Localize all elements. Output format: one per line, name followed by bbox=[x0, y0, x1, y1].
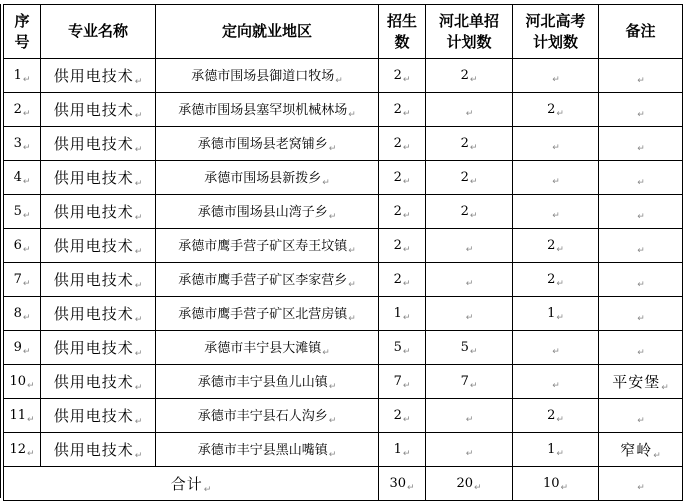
paragraph-mark-icon: ↵ bbox=[637, 211, 645, 222]
paragraph-mark-icon: ↵ bbox=[134, 314, 143, 325]
paragraph-mark-icon: ↵ bbox=[134, 76, 143, 87]
enroll-cell: $2_↵$ bbox=[379, 195, 426, 229]
paragraph-mark-icon: ↵ bbox=[134, 178, 143, 189]
paragraph-mark-icon: ↵ bbox=[22, 346, 31, 357]
header-index: 序 号 bbox=[4, 5, 41, 59]
remark-cell bbox=[599, 399, 683, 433]
paragraph-mark-icon: ↵ bbox=[469, 142, 478, 153]
hebei-gaokao-cell bbox=[513, 161, 599, 195]
paragraph-mark-icon: ↵ bbox=[348, 110, 356, 120]
major-cell: 供用电技术$_↵$ bbox=[41, 263, 156, 297]
region-cell: 承德市鹰手营子矿区李家营乡$_↵$ bbox=[156, 263, 379, 297]
paragraph-mark-icon: ↵ bbox=[465, 244, 474, 255]
index-cell: $12_↵$ bbox=[4, 433, 41, 467]
paragraph-mark-icon: ↵ bbox=[653, 450, 661, 461]
region-cell: 承德市围场县御道口牧场$_↵$ bbox=[156, 59, 379, 93]
paragraph-mark-icon: ↵ bbox=[402, 74, 411, 85]
paragraph-mark-icon: ↵ bbox=[328, 450, 337, 460]
paragraph-mark-icon: ↵ bbox=[134, 110, 143, 121]
header-enroll: 招生 数 bbox=[379, 5, 426, 59]
hebei-single-cell: $5_↵$ bbox=[426, 331, 513, 365]
remark-cell bbox=[599, 297, 683, 331]
major-cell: 供用电技术$_↵$ bbox=[41, 365, 156, 399]
paragraph-mark-icon: ↵ bbox=[134, 348, 143, 359]
hebei-single-cell: $2_↵$ bbox=[426, 59, 513, 93]
paragraph-mark-icon: ↵ bbox=[552, 210, 560, 221]
hebei-gaokao-cell: $1_↵$ bbox=[513, 433, 599, 467]
table-row bbox=[4, 331, 683, 365]
table-row bbox=[4, 263, 683, 297]
paragraph-mark-icon: ↵ bbox=[402, 448, 411, 459]
paragraph-mark-icon: ↵ bbox=[402, 210, 411, 221]
paragraph-mark-icon: ↵ bbox=[328, 212, 337, 222]
enroll-cell: $2_↵$ bbox=[379, 161, 426, 195]
header-major: 专业名称 bbox=[41, 5, 156, 59]
major-cell: 供用电技术$_↵$ bbox=[41, 331, 156, 365]
paragraph-mark-icon: ↵ bbox=[637, 177, 645, 188]
index-cell: $3_↵$ bbox=[4, 127, 41, 161]
enroll-cell: $2_↵$ bbox=[379, 59, 426, 93]
paragraph-mark-icon: ↵ bbox=[469, 176, 478, 187]
paragraph-mark-icon: ↵ bbox=[22, 176, 31, 187]
remark-cell: 窄岭$_↵$ bbox=[599, 433, 683, 467]
enroll-cell: $5_↵$ bbox=[379, 331, 426, 365]
total-remark-cell: ↵ bbox=[599, 467, 683, 501]
hebei-single-cell bbox=[426, 263, 513, 297]
paragraph-mark-icon: ↵ bbox=[328, 382, 337, 392]
hebei-gaokao-cell bbox=[513, 59, 599, 93]
hebei-gaokao-cell: $2_↵$ bbox=[513, 399, 599, 433]
paragraph-mark-icon: ↵ bbox=[335, 76, 343, 86]
paragraph-mark-icon: ↵ bbox=[556, 278, 564, 289]
index-cell: $10_↵$ bbox=[4, 365, 41, 399]
paragraph-mark-icon: ↵ bbox=[556, 414, 564, 425]
hebei-single-cell bbox=[426, 399, 513, 433]
paragraph-mark-icon: ↵ bbox=[22, 210, 31, 221]
left-border-line bbox=[0, 4, 1, 498]
paragraph-mark-icon: ↵ bbox=[402, 176, 411, 187]
index-cell: $11_↵$ bbox=[4, 399, 41, 433]
paragraph-mark-icon: ↵ bbox=[328, 144, 337, 154]
remark-cell bbox=[599, 161, 683, 195]
index-cell: $2_↵$ bbox=[4, 93, 41, 127]
paragraph-mark-icon: ↵ bbox=[402, 108, 411, 119]
total-label-cell: 合计$_↵$ bbox=[4, 467, 379, 501]
table-row bbox=[4, 195, 683, 229]
header-region: 定向就业地区 bbox=[156, 5, 379, 59]
paragraph-mark-icon: ↵ bbox=[22, 108, 31, 119]
paragraph-mark-icon: ↵ bbox=[22, 142, 31, 153]
remark-cell bbox=[599, 127, 683, 161]
hebei-single-cell bbox=[426, 297, 513, 331]
header-hebei-gaokao: 河北高考 计划数 bbox=[513, 5, 599, 59]
hebei-single-cell bbox=[426, 433, 513, 467]
hebei-gaokao-cell: $2_↵$ bbox=[513, 263, 599, 297]
hebei-single-cell bbox=[426, 229, 513, 263]
paragraph-mark-icon: ↵ bbox=[469, 74, 478, 85]
paragraph-mark-icon: ↵ bbox=[402, 414, 411, 425]
major-cell: 供用电技术$_↵$ bbox=[41, 161, 156, 195]
enroll-cell: $2_↵$ bbox=[379, 399, 426, 433]
paragraph-mark-icon: ↵ bbox=[556, 108, 564, 119]
major-cell: 供用电技术$_↵$ bbox=[41, 297, 156, 331]
major-cell: 供用电技术$_↵$ bbox=[41, 127, 156, 161]
paragraph-mark-icon: ↵ bbox=[465, 108, 474, 119]
paragraph-mark-icon: ↵ bbox=[637, 313, 645, 324]
remark-cell: 平安堡$_↵$ bbox=[599, 365, 683, 399]
index-cell: $5_↵$ bbox=[4, 195, 41, 229]
paragraph-mark-icon: ↵ bbox=[134, 450, 143, 461]
total-enroll-cell: $30_↵$ bbox=[379, 467, 426, 501]
hebei-single-cell: $7_↵$ bbox=[426, 365, 513, 399]
paragraph-mark-icon: ↵ bbox=[637, 143, 645, 154]
paragraph-mark-icon: ↵ bbox=[661, 382, 669, 393]
hebei-single-cell: $2_↵$ bbox=[426, 161, 513, 195]
paragraph-mark-icon: ↵ bbox=[552, 142, 560, 153]
table-row bbox=[4, 229, 683, 263]
region-cell: 承德市围场县塞罕坝机械林场$_↵$ bbox=[156, 93, 379, 127]
enroll-cell: $2_↵$ bbox=[379, 93, 426, 127]
paragraph-mark-icon: ↵ bbox=[402, 142, 411, 153]
paragraph-mark-icon: ↵ bbox=[402, 312, 411, 323]
hebei-single-cell bbox=[426, 93, 513, 127]
major-cell: 供用电技术$_↵$ bbox=[41, 93, 156, 127]
region-cell: 承德市围场县老窝铺乡$_↵$ bbox=[156, 127, 379, 161]
paragraph-mark-icon: ↵ bbox=[27, 380, 35, 391]
table-row bbox=[4, 399, 683, 433]
table-row bbox=[4, 365, 683, 399]
paragraph-mark-icon: ↵ bbox=[556, 448, 564, 459]
index-cell: $9_↵$ bbox=[4, 331, 41, 365]
hebei-gaokao-cell bbox=[513, 331, 599, 365]
major-cell: 供用电技术$_↵$ bbox=[41, 59, 156, 93]
major-cell: 供用电技术$_↵$ bbox=[41, 433, 156, 467]
paragraph-mark-icon: ↵ bbox=[348, 280, 356, 290]
hebei-gaokao-cell bbox=[513, 365, 599, 399]
enroll-cell: $2_↵$ bbox=[379, 127, 426, 161]
paragraph-mark-icon: ↵ bbox=[134, 144, 143, 155]
region-cell: 承德市围场县新拨乡$_↵$ bbox=[156, 161, 379, 195]
paragraph-mark-icon: ↵ bbox=[469, 380, 478, 391]
major-cell: 供用电技术$_↵$ bbox=[41, 399, 156, 433]
paragraph-mark-icon: ↵ bbox=[637, 415, 645, 426]
paragraph-mark-icon: ↵ bbox=[22, 312, 31, 323]
region-cell: 承德市丰宁县黑山嘴镇$_↵$ bbox=[156, 433, 379, 467]
table-row bbox=[4, 297, 683, 331]
enroll-cell: $2_↵$ bbox=[379, 229, 426, 263]
hebei-gaokao-cell bbox=[513, 195, 599, 229]
hebei-single-cell: $2_↵$ bbox=[426, 195, 513, 229]
enroll-cell: $1_↵$ bbox=[379, 297, 426, 331]
region-cell: 承德市丰宁县大滩镇$_↵$ bbox=[156, 331, 379, 365]
region-cell: 承德市丰宁县石人沟乡$_↵$ bbox=[156, 399, 379, 433]
paragraph-mark-icon: ↵ bbox=[552, 176, 560, 187]
index-cell: $4_↵$ bbox=[4, 161, 41, 195]
remark-cell bbox=[599, 229, 683, 263]
index-cell: $7_↵$ bbox=[4, 263, 41, 297]
region-cell: 承德市鹰手营子矿区北营房镇$_↵$ bbox=[156, 297, 379, 331]
paragraph-mark-icon: ↵ bbox=[27, 414, 35, 425]
paragraph-mark-icon: ↵ bbox=[22, 244, 31, 255]
paragraph-mark-icon: ↵ bbox=[322, 348, 330, 358]
table-row bbox=[4, 433, 683, 467]
table-row bbox=[4, 93, 683, 127]
paragraph-mark-icon: ↵ bbox=[469, 210, 478, 221]
total-single-cell: $20_↵$ bbox=[426, 467, 513, 501]
paragraph-mark-icon: ↵ bbox=[556, 244, 564, 255]
header-hebei-single: 河北单招 计划数 bbox=[426, 5, 513, 59]
paragraph-mark-icon: ↵ bbox=[402, 346, 411, 357]
paragraph-mark-icon: ↵ bbox=[469, 346, 478, 357]
paragraph-mark-icon: ↵ bbox=[552, 74, 560, 85]
paragraph-mark-icon: ↵ bbox=[552, 380, 560, 391]
paragraph-mark-icon: ↵ bbox=[328, 416, 337, 426]
table-row bbox=[4, 161, 683, 195]
index-cell: $6_↵$ bbox=[4, 229, 41, 263]
paragraph-mark-icon: ↵ bbox=[556, 312, 564, 323]
remark-cell bbox=[599, 93, 683, 127]
index-cell: $8_↵$ bbox=[4, 297, 41, 331]
table-row bbox=[4, 59, 683, 93]
major-cell: 供用电技术$_↵$ bbox=[41, 195, 156, 229]
index-cell: $1_↵$ bbox=[4, 59, 41, 93]
paragraph-mark-icon: ↵ bbox=[465, 278, 474, 289]
header-row bbox=[4, 5, 683, 59]
paragraph-mark-icon: ↵ bbox=[637, 347, 645, 358]
remark-cell bbox=[599, 263, 683, 297]
paragraph-mark-icon: ↵ bbox=[402, 244, 411, 255]
paragraph-mark-icon: ↵ bbox=[637, 245, 645, 256]
total-row bbox=[4, 467, 683, 501]
hebei-gaokao-cell bbox=[513, 127, 599, 161]
paragraph-mark-icon: ↵ bbox=[637, 109, 645, 120]
enroll-cell: $2_↵$ bbox=[379, 263, 426, 297]
paragraph-mark-icon: ↵ bbox=[465, 312, 474, 323]
hebei-gaokao-cell: $2_↵$ bbox=[513, 93, 599, 127]
table-row bbox=[4, 127, 683, 161]
paragraph-mark-icon: ↵ bbox=[134, 280, 143, 291]
paragraph-mark-icon: ↵ bbox=[637, 279, 645, 290]
paragraph-mark-icon: ↵ bbox=[402, 380, 411, 391]
paragraph-mark-icon: ↵ bbox=[637, 75, 645, 86]
hebei-gaokao-cell: $1_↵$ bbox=[513, 297, 599, 331]
paragraph-mark-icon: ↵ bbox=[348, 246, 356, 256]
paragraph-mark-icon: ↵ bbox=[22, 278, 31, 289]
remark-cell bbox=[599, 59, 683, 93]
paragraph-mark-icon: ↵ bbox=[402, 278, 411, 289]
enroll-cell: $1_↵$ bbox=[379, 433, 426, 467]
enroll-cell: $7_↵$ bbox=[379, 365, 426, 399]
region-cell: 承德市围场县山湾子乡$_↵$ bbox=[156, 195, 379, 229]
paragraph-mark-icon: ↵ bbox=[134, 212, 143, 223]
paragraph-mark-icon: ↵ bbox=[348, 314, 356, 324]
paragraph-mark-icon: ↵ bbox=[134, 416, 143, 427]
paragraph-mark-icon: ↵ bbox=[322, 178, 330, 188]
region-cell: 承德市鹰手营子矿区寿王坟镇$_↵$ bbox=[156, 229, 379, 263]
hebei-single-cell: $2_↵$ bbox=[426, 127, 513, 161]
hebei-gaokao-cell: $2_↵$ bbox=[513, 229, 599, 263]
paragraph-mark-icon: ↵ bbox=[465, 414, 474, 425]
total-gaokao-cell: $10_↵$ bbox=[513, 467, 599, 501]
remark-cell bbox=[599, 331, 683, 365]
enrollment-plan-table bbox=[3, 4, 683, 501]
paragraph-mark-icon: ↵ bbox=[134, 246, 143, 257]
paragraph-mark-icon: ↵ bbox=[465, 448, 474, 459]
header-remark: 备注 bbox=[599, 5, 683, 59]
table-body bbox=[4, 59, 683, 467]
paragraph-mark-icon: ↵ bbox=[134, 382, 143, 393]
remark-cell bbox=[599, 195, 683, 229]
paragraph-mark-icon: ↵ bbox=[27, 448, 35, 459]
major-cell: 供用电技术$_↵$ bbox=[41, 229, 156, 263]
paragraph-mark-icon: ↵ bbox=[22, 74, 31, 85]
paragraph-mark-icon: ↵ bbox=[552, 346, 560, 357]
region-cell: 承德市丰宁县鱼儿山镇$_↵$ bbox=[156, 365, 379, 399]
